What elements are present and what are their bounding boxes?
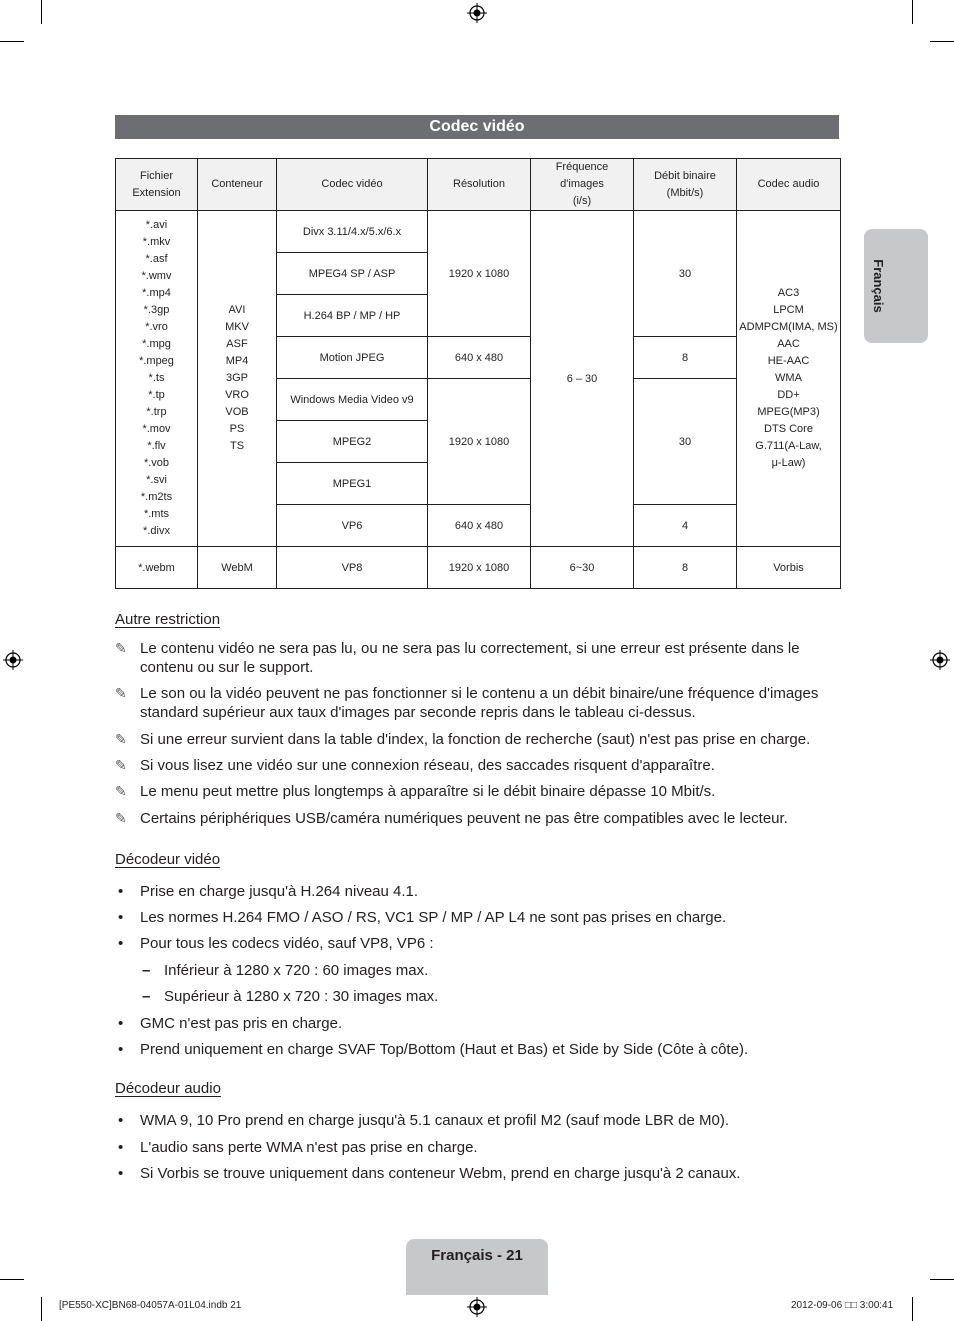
- cell-codec: MPEG1: [277, 463, 428, 505]
- crop-mark: [912, 0, 913, 24]
- cell-resolution: 1920 x 1080: [428, 547, 531, 589]
- cell-codec: VP6: [277, 505, 428, 547]
- bullet-icon: •: [118, 883, 124, 900]
- cell-resolution: 640 x 480: [428, 337, 531, 379]
- cell-codec: MPEG4 SP / ASP: [277, 253, 428, 295]
- cell-bitrate: 4: [634, 505, 737, 547]
- cell-audio-codecs: AC3 LPCM ADMPCM(IMA, MS) AAC HE-AAC WMA DD+ MPEG(MP3) DTS Core G.711(A-Law, μ-Law): [737, 211, 841, 547]
- cell-container: WebM: [198, 547, 277, 589]
- cell-bitrate: 8: [634, 547, 737, 589]
- header-resolution: Résolution: [428, 159, 531, 211]
- header-extension: Fichier Extension: [116, 159, 198, 211]
- cell-frame-rate: 6~30: [531, 547, 634, 589]
- registration-mark-icon: [467, 3, 487, 23]
- cell-extension: *.webm: [116, 547, 198, 589]
- header-audio-codec: Codec audio: [737, 159, 841, 211]
- cell-frame-rate: 6 – 30: [531, 211, 634, 547]
- section-heading-video: Décodeur vidéo: [115, 851, 221, 868]
- cell-extensions: *.avi *.mkv *.asf *.wmv *.mp4 *.3gp *.vro *.mpg *.mpeg *.ts *.tp *.trp *.mov *.flv *.vob *.svi *.m2ts *.mts *.divx: [116, 211, 198, 547]
- pencil-note-icon: ✎: [115, 731, 127, 747]
- registration-mark-icon: [930, 650, 950, 670]
- registration-mark-icon: [467, 1297, 487, 1317]
- page-number: Français - 21: [431, 1247, 523, 1264]
- crop-mark: [0, 41, 24, 42]
- section-heading-audio: Décodeur audio: [115, 1080, 221, 1097]
- pencil-note-icon: ✎: [115, 783, 127, 799]
- cell-resolution: 640 x 480: [428, 505, 531, 547]
- pencil-note-icon: ✎: [115, 757, 127, 773]
- bullet-icon: •: [118, 1112, 124, 1129]
- dash-icon: –: [142, 988, 151, 1005]
- footer-file-name: [PE550-XC]BN68-04057A-01L04.indb 21: [59, 1300, 242, 1311]
- cell-audio-codec: Vorbis: [737, 547, 841, 589]
- cell-containers: AVI MKV ASF MP4 3GP VRO VOB PS TS: [198, 211, 277, 547]
- cell-codec: Windows Media Video v9: [277, 379, 428, 421]
- bullet-icon: •: [118, 935, 124, 952]
- pencil-note-icon: ✎: [115, 810, 127, 826]
- cell-bitrate: 30: [634, 211, 737, 337]
- table-row-webm: [116, 547, 841, 589]
- crop-mark: [930, 1279, 954, 1280]
- bullet-icon: •: [118, 1165, 124, 1182]
- bullet-icon: •: [118, 1015, 124, 1032]
- header-bitrate: Débit binaire (Mbit/s): [634, 159, 737, 211]
- bullet-icon: •: [118, 909, 124, 926]
- table-header-row: [116, 159, 841, 211]
- crop-mark: [930, 41, 954, 42]
- language-tab-label: Français: [871, 259, 886, 313]
- language-tab: [864, 229, 928, 343]
- page-title: Codec vidéo: [115, 115, 839, 139]
- cell-bitrate: 30: [634, 379, 737, 505]
- section-heading-autre: Autre restriction: [115, 611, 221, 628]
- pencil-note-icon: ✎: [115, 685, 127, 701]
- pencil-note-icon: ✎: [115, 640, 127, 656]
- crop-mark: [41, 0, 42, 24]
- table-row: [116, 211, 841, 253]
- dash-icon: –: [142, 962, 151, 979]
- cell-resolution: 1920 x 1080: [428, 211, 531, 337]
- page-number-tab: [406, 1239, 548, 1295]
- cell-bitrate: 8: [634, 337, 737, 379]
- bullet-icon: •: [118, 1139, 124, 1156]
- cell-codec: VP8: [277, 547, 428, 589]
- registration-mark-icon: [3, 650, 23, 670]
- crop-mark: [41, 1297, 42, 1321]
- cell-codec: Divx 3.11/4.x/5.x/6.x: [277, 211, 428, 253]
- header-container: Conteneur: [198, 159, 277, 211]
- cell-codec: H.264 BP / MP / HP: [277, 295, 428, 337]
- crop-mark: [912, 1297, 913, 1321]
- header-frame-rate: Fréquence d'images (i/s): [531, 159, 634, 211]
- cell-codec: MPEG2: [277, 421, 428, 463]
- cell-resolution: 1920 x 1080: [428, 379, 531, 505]
- bullet-icon: •: [118, 1041, 124, 1058]
- crop-mark: [0, 1279, 24, 1280]
- footer-timestamp: 2012-09-06 □□ 3:00:41: [791, 1300, 894, 1311]
- cell-codec: Motion JPEG: [277, 337, 428, 379]
- codec-table: [115, 158, 841, 589]
- header-video-codec: Codec vidéo: [277, 159, 428, 211]
